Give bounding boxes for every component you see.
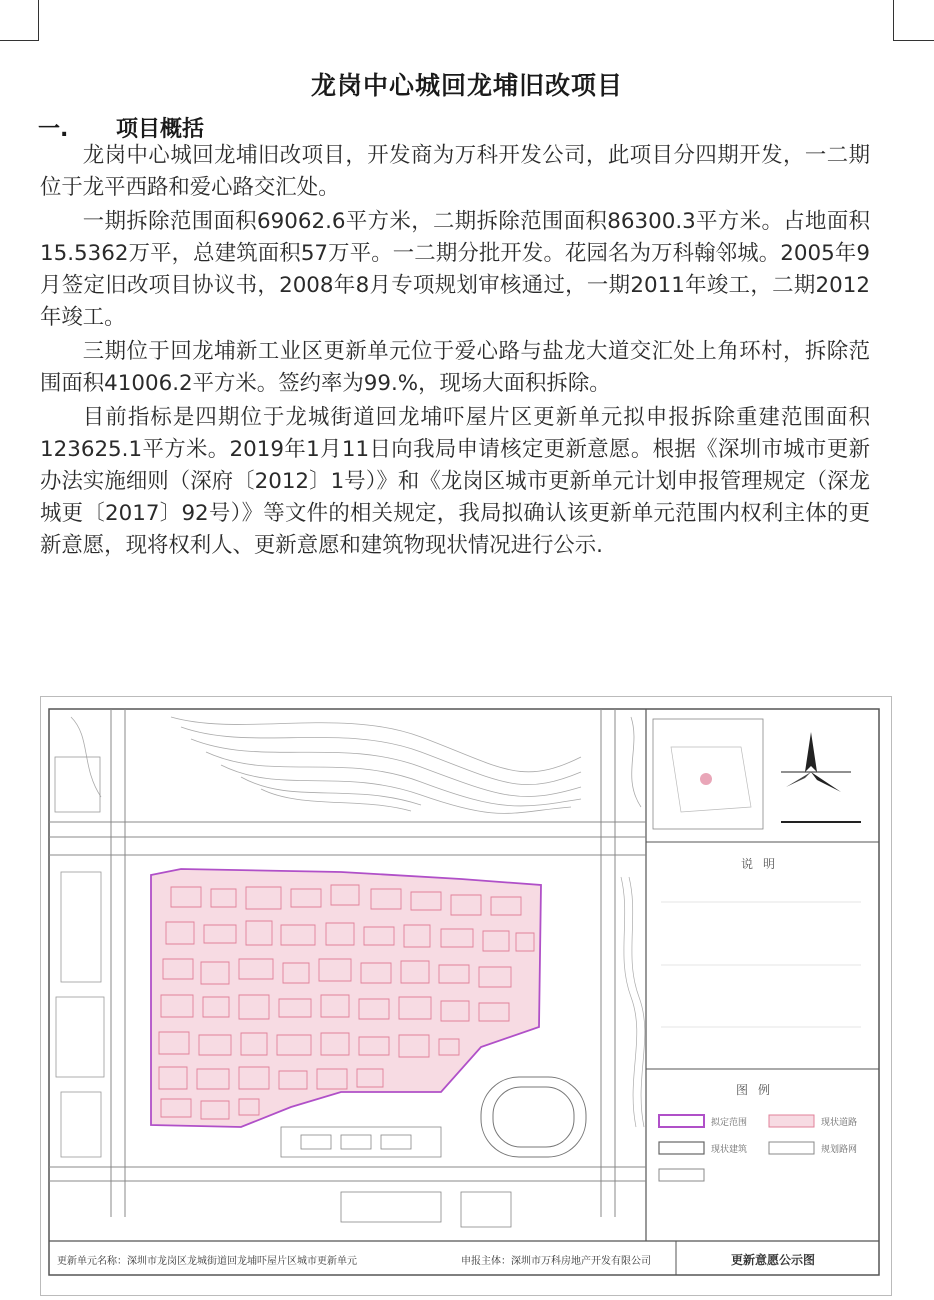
paragraph-4: 目前指标是四期位于龙城街道回龙埔吓屋片区更新单元拟申报拆除重建范围面积123625.1平方米。2019年1月11日向我局申请核定更新意愿。根据《深圳市城市更新办法实施细则（深府〔2012〕1号）》和《龙岗区城市更新单元计划申报管理规定（深龙城更〔2017〕92号）》等文件的相关规定，我局拟确认该更新单元范围内权利主体的更新意愿，现将权利人、更新意愿和建筑物现状情况进行公示. <box>40 405 870 558</box>
section-title: 项目概括 <box>116 117 205 142</box>
notes-block <box>661 902 861 1027</box>
document-body <box>40 140 870 562</box>
legend-title: 图例 <box>736 1083 781 1097</box>
sports-track <box>481 1077 586 1157</box>
map-drawing <box>41 697 893 1297</box>
section-heading <box>38 112 204 143</box>
right-contours <box>621 877 645 1127</box>
footer-applicant: 申报主体：深圳市万科房地产开发有限公司 <box>461 1256 651 1267</box>
footer-map-title: 更新意愿公示图 <box>731 1253 816 1267</box>
paragraph-2: 一期拆除范围面积69062.6平方米，二期拆除范围面积86300.3平方米。占地面积15.5362万平，总建筑面积57万平。一二期分批开发。花园名为万科翰邻城。2005年9月签定旧改项目协议书，2008年8月专项规划审核通过，一期2011年竣工，二期2012年竣工。 <box>40 209 870 330</box>
crop-mark-top-right <box>893 0 934 41</box>
contour-lines <box>71 717 641 813</box>
planning-map-figure <box>40 696 892 1296</box>
paragraph-1: 龙岗中心城回龙埔旧改项目，开发商为万科开发公司，此项目分四期开发，一二期位于龙平西路和爱心路交汇处。 <box>40 143 870 200</box>
legend-item-existing-roads: 现状道路 <box>821 1118 858 1128</box>
redevelopment-area <box>151 869 541 1127</box>
paragraph-3: 三期位于回龙埔新工业区更新单元位于爱心路与盐龙大道交汇处上角环村，拆除范围面积41006.2平方米。签约率为99.%，现场大面积拆除。 <box>40 339 870 396</box>
crop-mark-top-left <box>0 0 39 41</box>
north-arrow-icon <box>781 732 851 792</box>
left-buildings <box>55 757 104 1157</box>
bottom-buildings <box>281 1127 511 1227</box>
legend-item-planned-roads: 规划路网 <box>821 1145 858 1155</box>
notes-title: 说明 <box>741 857 786 871</box>
footer-unit-name: 更新单元名称：深圳市龙岗区龙城街道回龙埔吓屋片区城市更新单元 <box>57 1256 357 1267</box>
legend-item-existing-buildings: 现状建筑 <box>711 1145 748 1155</box>
location-inset <box>653 719 763 829</box>
legend-item-boundary: 拟定范围 <box>711 1118 748 1128</box>
document-title: 龙岗中心城回龙埔旧改项目 <box>310 71 623 100</box>
section-number: 一. <box>38 117 69 142</box>
